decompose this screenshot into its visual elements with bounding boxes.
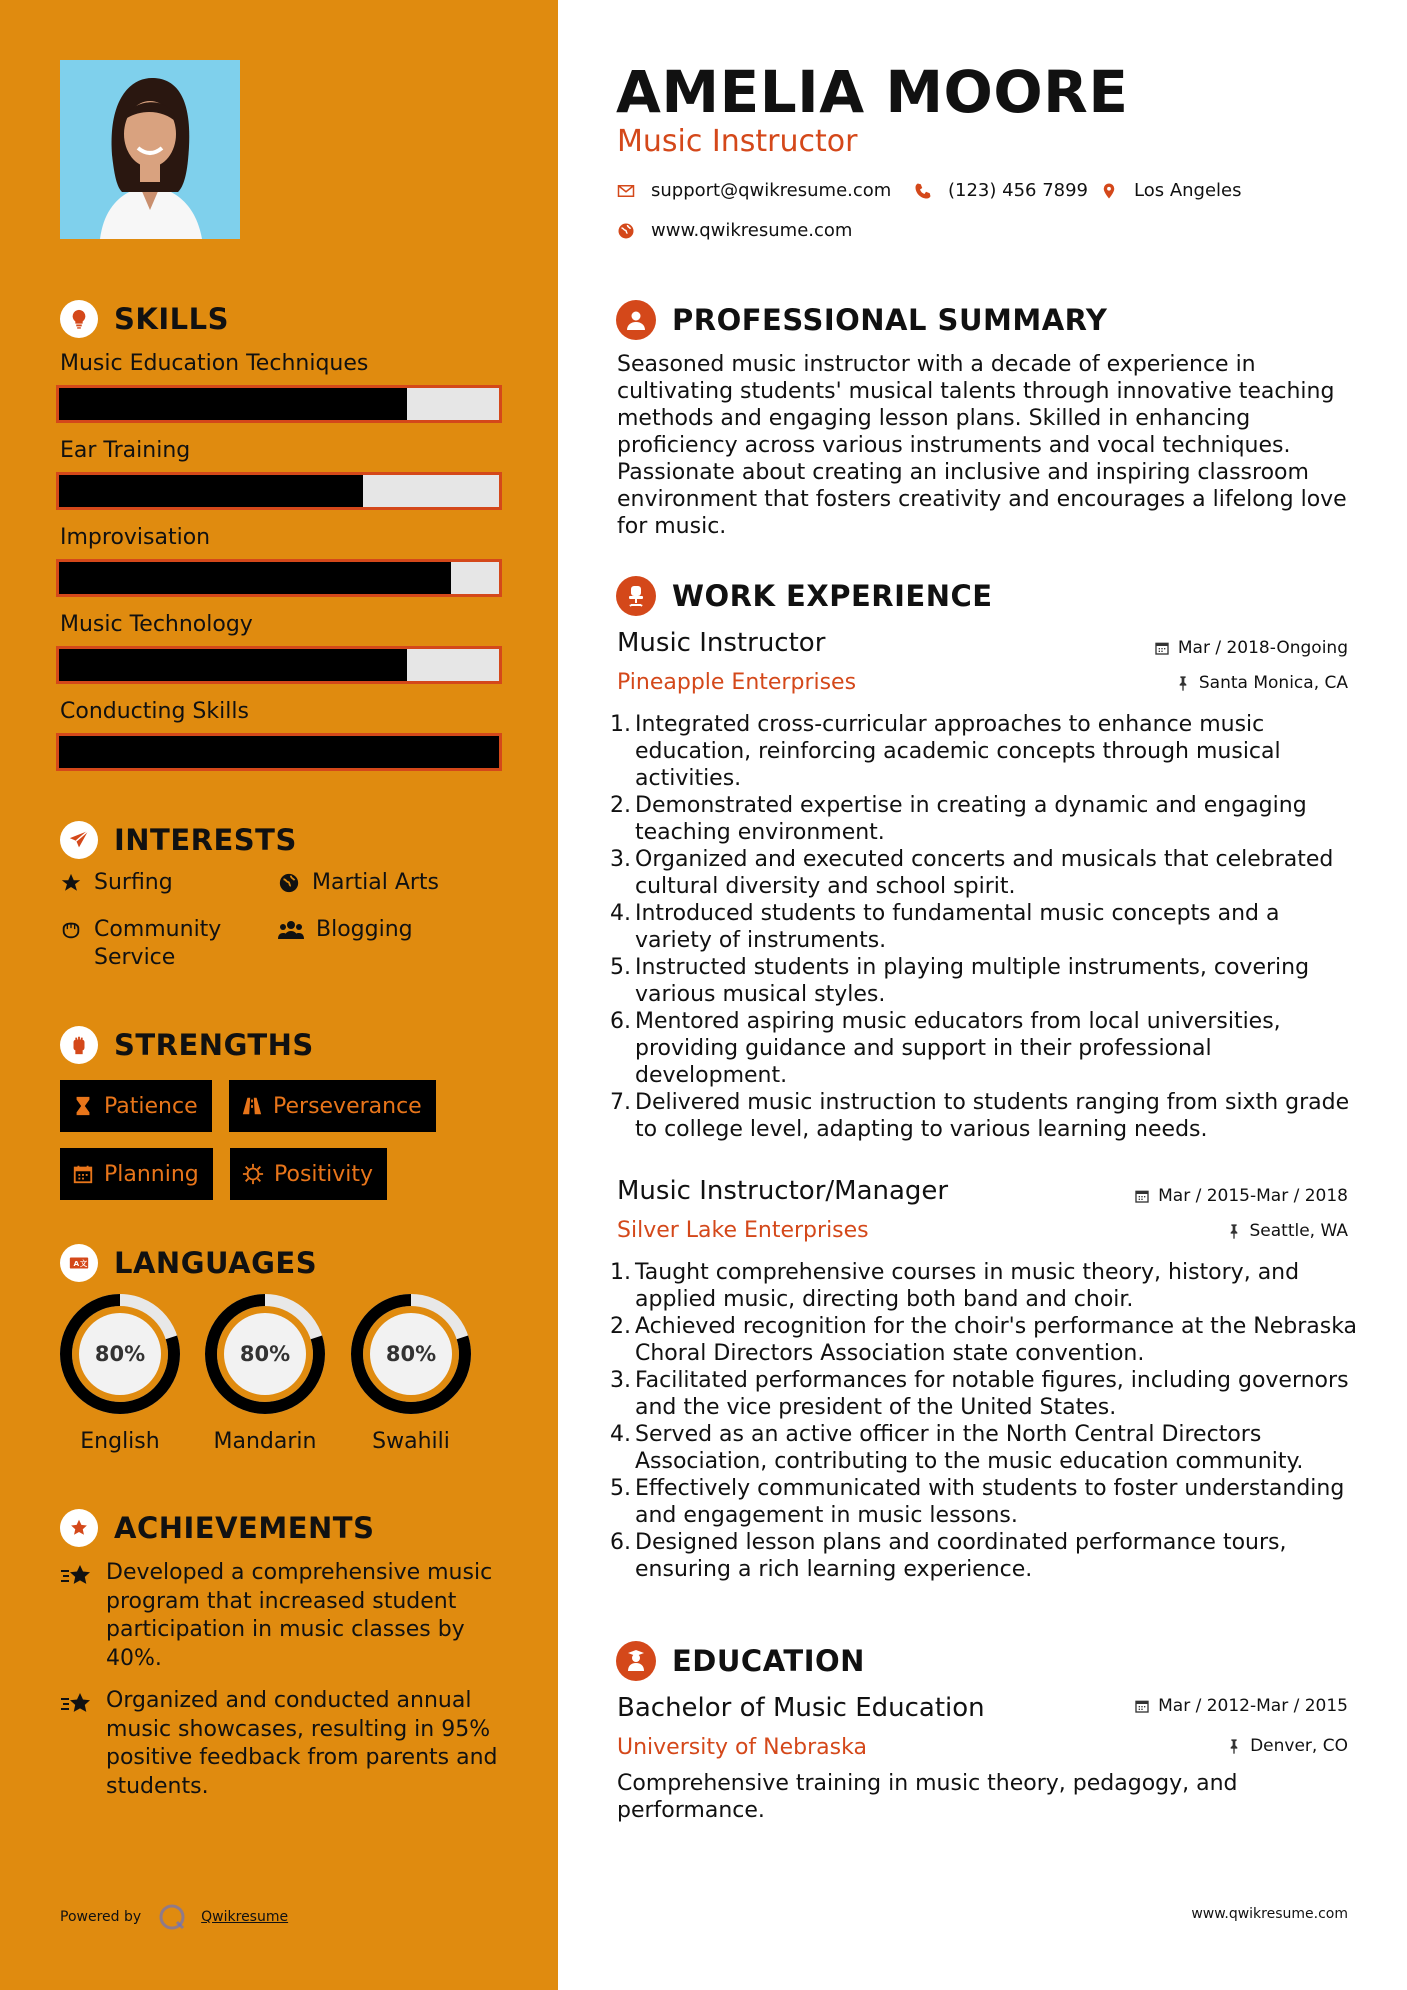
- skill-label: Ear Training: [60, 438, 191, 463]
- job-dates: [1134, 1186, 1348, 1206]
- skill-bar-fill: [59, 388, 407, 420]
- job-location-text: Seattle, WA: [1249, 1221, 1348, 1241]
- phone-text: (123) 456 7899: [948, 180, 1089, 201]
- interest-item: [60, 869, 173, 897]
- candidate-name: AMELIA MOORE: [616, 58, 1129, 126]
- bullet-text: Designed lesson plans and coordinated performance tours, ensuring a rich learning experience.: [635, 1530, 1287, 1582]
- bullet-text: Delivered music instruction to students ranging from sixth grade to college level, adapting to various learning needs.: [635, 1090, 1350, 1142]
- calendar-icon: [1154, 640, 1170, 656]
- phone-icon: [914, 182, 932, 200]
- job-company: Pineapple Enterprises: [617, 670, 857, 695]
- globe-icon: [278, 872, 300, 894]
- bullet-text: Mentored aspiring music educators from local universities, providing guidance and support in their professional development.: [635, 1009, 1281, 1088]
- education-dates-text: Mar / 2012-Mar / 2015: [1158, 1696, 1348, 1716]
- languages-heading-text: LANGUAGES: [114, 1246, 318, 1280]
- calendar-icon: [1134, 1698, 1150, 1714]
- contact-phone: [914, 180, 1088, 201]
- job-bullet: 3. Organized and executed concerts and musicals that celebrated cultural diversity and school spirit.: [610, 846, 1360, 900]
- sidebar: [0, 0, 558, 1990]
- summary-heading-text: PROFESSIONAL SUMMARY: [672, 303, 1108, 337]
- education-heading-text: EDUCATION: [672, 1644, 865, 1678]
- interest-item: [60, 916, 270, 972]
- bullet-text: Served as an active officer in the North Central Directors Association, contributing to the music education community.: [635, 1422, 1304, 1474]
- skill-label: Music Technology: [60, 612, 253, 637]
- job-dates-text: Mar / 2018-Ongoing: [1177, 638, 1348, 658]
- job-bullets: [610, 1259, 1360, 1583]
- job-bullet: 4. Served as an active officer in the North Central Directors Association, contributing to the music education community.: [610, 1421, 1360, 1475]
- contact-location: [1100, 180, 1242, 201]
- job-bullet: 2. Achieved recognition for the choir's performance at the Nebraska Choral Directors Association state convention.: [610, 1313, 1360, 1367]
- language-percent: 80%: [385, 1342, 437, 1366]
- skills-heading: [60, 300, 229, 338]
- language-name: English: [80, 1429, 160, 1454]
- bullet-text: Organized and executed concerts and musicals that celebrated cultural diversity and school spirit.: [635, 847, 1334, 899]
- skill-bar-fill: [59, 736, 499, 768]
- language-percent: 80%: [239, 1342, 291, 1366]
- strength-badge: [60, 1080, 212, 1132]
- job-bullet: 1. Taught comprehensive courses in music theory, history, and applied music, directing both band and choir.: [610, 1259, 1360, 1313]
- map-pin-icon: [1100, 182, 1118, 200]
- language-name: Mandarin: [213, 1429, 317, 1454]
- education-heading: [616, 1641, 865, 1681]
- svg-text:A: A: [73, 1259, 80, 1269]
- languages-heading: [60, 1244, 317, 1282]
- language-name: Swahili: [372, 1429, 450, 1454]
- bullet-text: Facilitated performances for notable figures, including governors and the vice president of the United States.: [635, 1368, 1349, 1420]
- graduate-icon: [616, 1641, 656, 1681]
- profile-photo: [60, 60, 240, 239]
- strength-badge: [230, 1148, 387, 1200]
- lightbulb-icon: [60, 300, 98, 338]
- paper-plane-icon: [60, 821, 98, 859]
- trophy-star-icon: [60, 1509, 98, 1547]
- users-icon: [278, 919, 304, 941]
- job-bullet: 1. Integrated cross-curricular approaches to enhance music education, reinforcing academic concepts through musical activities.: [610, 711, 1360, 792]
- job-bullet: 7. Delivered music instruction to students ranging from sixth grade to college level, adapting to various learning needs.: [610, 1089, 1360, 1143]
- education-location-text: Denver, CO: [1250, 1736, 1348, 1756]
- bullet-text: Achieved recognition for the choir's performance at the Nebraska Choral Directors Association state convention.: [635, 1314, 1358, 1366]
- star-icon: [60, 872, 82, 894]
- powered-by-label: Powered by: [60, 1909, 142, 1925]
- experience-heading-text: WORK EXPERIENCE: [672, 579, 993, 613]
- pushpin-icon: [1226, 1223, 1242, 1239]
- qwikresume-link[interactable]: Qwikresume: [201, 1909, 289, 1925]
- bullet-text: Integrated cross-curricular approaches to enhance music education, reinforcing academic concepts through musical activities.: [635, 712, 1281, 791]
- calendar-icon: [72, 1163, 94, 1185]
- skill-bar: [56, 646, 502, 684]
- interest-item: [278, 916, 413, 944]
- job-bullet: 3. Facilitated performances for notable figures, including governors and the vice president of the United States.: [610, 1367, 1360, 1421]
- education-degree: Bachelor of Music Education: [617, 1693, 985, 1723]
- pushpin-icon: [1175, 675, 1191, 691]
- summary-heading: [616, 300, 1107, 340]
- achievement-text: Developed a comprehensive music program that increased student participation in music classes by 40%.: [106, 1560, 493, 1671]
- language-percent: 80%: [94, 1342, 146, 1366]
- hourglass-icon: [72, 1095, 94, 1117]
- job-bullets: [610, 711, 1360, 1143]
- job-role: Music Instructor: [617, 628, 826, 658]
- candidate-title: Music Instructor: [617, 124, 858, 159]
- skills-heading-text: SKILLS: [114, 302, 229, 336]
- strength-label: Patience: [104, 1093, 198, 1119]
- job-role: Music Instructor/Manager: [617, 1176, 949, 1206]
- svg-text:文: 文: [79, 1259, 88, 1269]
- skill-bar: [56, 559, 502, 597]
- education-school: University of Nebraska: [617, 1735, 867, 1760]
- interest-label: Surfing: [94, 870, 173, 895]
- achievement-item: [60, 1559, 500, 1673]
- interest-label: Community Service: [94, 917, 222, 970]
- interest-item: [278, 869, 439, 897]
- education-description: Comprehensive training in music theory, pedagogy, and performance.: [617, 1771, 1238, 1823]
- pushpin-icon: [1226, 1738, 1242, 1754]
- road-icon: [241, 1095, 263, 1117]
- achievements-heading: [60, 1509, 374, 1547]
- bullet-text: Instructed students in playing multiple instruments, covering various musical styles.: [635, 955, 1310, 1007]
- strengths-heading-text: STRENGTHS: [114, 1028, 314, 1062]
- language-ring: [59, 1293, 181, 1415]
- skill-bar-fill: [59, 475, 363, 507]
- job-location: [1226, 1221, 1349, 1241]
- skill-label: Music Education Techniques: [60, 351, 369, 376]
- interest-label: Blogging: [316, 917, 413, 942]
- strength-badge: [229, 1080, 436, 1132]
- skill-bar-fill: [59, 649, 407, 681]
- footer-url[interactable]: www.qwikresume.com: [1191, 1906, 1348, 1922]
- bullet-text: Introduced students to fundamental music concepts and a variety of instruments.: [635, 901, 1280, 953]
- language-icon: [60, 1244, 98, 1282]
- contact-email: [617, 180, 891, 201]
- job-location-text: Santa Monica, CA: [1198, 673, 1348, 693]
- hand-icon: [60, 919, 82, 941]
- email-text[interactable]: support@qwikresume.com: [651, 180, 892, 201]
- bullet-text: Demonstrated expertise in creating a dynamic and engaging teaching environment.: [635, 793, 1307, 845]
- job-bullet: 6. Designed lesson plans and coordinated performance tours, ensuring a rich learning experience.: [610, 1529, 1360, 1583]
- job-bullet: 5. Effectively communicated with students to foster understanding and engagement in music lessons.: [610, 1475, 1360, 1529]
- skill-bar: [56, 733, 502, 771]
- bullet-text: Effectively communicated with students to foster understanding and engagement in music lessons.: [635, 1476, 1345, 1528]
- bullet-text: Taught comprehensive courses in music theory, history, and applied music, directing both band and choir.: [635, 1260, 1300, 1312]
- calendar-icon: [1134, 1188, 1150, 1204]
- strength-label: Planning: [104, 1161, 199, 1187]
- job-bullet: 2. Demonstrated expertise in creating a dynamic and engaging teaching environment.: [610, 792, 1360, 846]
- office-chair-icon: [616, 576, 656, 616]
- summary-text: Seasoned music instructor with a decade of experience in cultivating students' musical talents through innovative teaching methods and engaging lesson plans. Skilled in enhancing proficiency across various instruments and vocal techniques. Passionate about creating an inclusive and inspiring classroom environment that fosters creativity and encourages a lifelong love for music.: [617, 352, 1347, 539]
- job-bullet: 5. Instructed students in playing multiple instruments, covering various musical styles.: [610, 954, 1360, 1008]
- skill-label: Conducting Skills: [60, 699, 249, 724]
- strength-label: Perseverance: [273, 1093, 422, 1119]
- education-dates: [1134, 1696, 1348, 1716]
- language-ring: [350, 1293, 472, 1415]
- interests-heading: [60, 821, 297, 859]
- job-location: [1175, 673, 1348, 693]
- achievement-text: Organized and conducted annual music showcases, resulting in 95% positive feedback from parents and students.: [106, 1688, 498, 1799]
- skill-bar: [56, 472, 502, 510]
- job-bullet: 4. Introduced students to fundamental music concepts and a variety of instruments.: [610, 900, 1360, 954]
- skill-bar-fill: [59, 562, 451, 594]
- achievements-heading-text: ACHIEVEMENTS: [114, 1511, 375, 1545]
- achievement-item: [60, 1687, 500, 1801]
- education-location: [1226, 1736, 1348, 1756]
- shooting-star-icon: [60, 1691, 94, 1717]
- shooting-star-icon: [60, 1563, 94, 1589]
- strength-badge: [60, 1148, 213, 1200]
- contact-website: [617, 220, 852, 241]
- job-company: Silver Lake Enterprises: [617, 1218, 869, 1243]
- website-text[interactable]: www.qwikresume.com: [651, 220, 853, 241]
- interests-heading-text: INTERESTS: [114, 823, 297, 857]
- experience-heading: [616, 576, 993, 616]
- skill-bar: [56, 385, 502, 423]
- skill-label: Improvisation: [60, 525, 211, 550]
- strengths-heading: [60, 1026, 314, 1064]
- envelope-icon: [617, 182, 635, 200]
- language-ring: [204, 1293, 326, 1415]
- strength-label: Positivity: [274, 1161, 374, 1187]
- globe-icon: [617, 222, 635, 240]
- qwikresume-logo-icon: [157, 1902, 187, 1932]
- job-bullet: 6. Mentored aspiring music educators from local universities, providing guidance and support in their professional development.: [610, 1008, 1360, 1089]
- powered-by: [60, 1902, 288, 1932]
- fist-icon: [60, 1026, 98, 1064]
- job-dates: [1154, 638, 1348, 658]
- interest-label: Martial Arts: [312, 870, 440, 895]
- location-text: Los Angeles: [1134, 180, 1242, 201]
- sun-icon: [242, 1163, 264, 1185]
- job-dates-text: Mar / 2015-Mar / 2018: [1158, 1186, 1348, 1206]
- person-icon: [616, 300, 656, 340]
